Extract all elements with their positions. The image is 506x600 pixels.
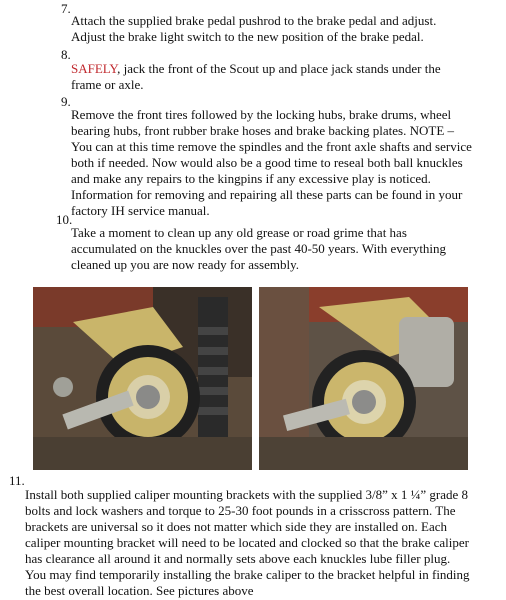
step-10-text: Take a moment to clean up any old grease or road grime that has accumulated on the knuckles over the past 40-50 years. With everything cleaned up you are now ready for assembly. xyxy=(71,225,447,272)
step-9-number: 9. xyxy=(61,94,71,109)
brake-bracket-photo-right xyxy=(259,287,468,470)
step-8-text xyxy=(71,61,461,93)
step-11-number: 11. xyxy=(9,473,25,488)
step-7-text: Attach the supplied brake pedal pushrod to the brake pedal and adjust. Adjust the brake light switch to the new position of the brake pedal. xyxy=(71,13,437,44)
step-9-text: Remove the front tires followed by the locking hubs, brake drums, wheel bearing hubs, front rubber brake hoses and brake backing plates. NOTE – You can at this time remove the spindles and the front axle shafts and service both if needed. Now would also be a good time to reseal both ball knuckles and make any repairs to the kingpins if any excessive play is noticed. Information for removing and repairing all these parts can be found in your factory IH service manual. xyxy=(71,107,472,218)
safely-emphasis: SAFELY xyxy=(71,61,118,76)
step-11-text: Install both supplied caliper mounting brackets with the supplied 3/8” x 1 ¼” grade 8 bolts and lock washers and torque to 25-30 foot pounds in a crisscross pattern. The brackets are universal so it does not matter which side they are installed on. Each caliper mounting bracket will need to be located and clocked so that the brake caliper has clearance all around it and normally sets above each knuckles lube filler plug. You may find temporarily installing the brake caliper to the bracket helpful in finding the best overall location. See pictures above xyxy=(25,487,470,598)
step-8-rest: , jack the front of the Scout up and place jack stands under the frame or axle. xyxy=(71,61,441,92)
brake-bracket-photo-left xyxy=(33,287,252,470)
step-10-number: 10. xyxy=(56,212,73,227)
step-8-number: 8. xyxy=(61,47,71,62)
step-7-number: 7. xyxy=(61,1,71,16)
